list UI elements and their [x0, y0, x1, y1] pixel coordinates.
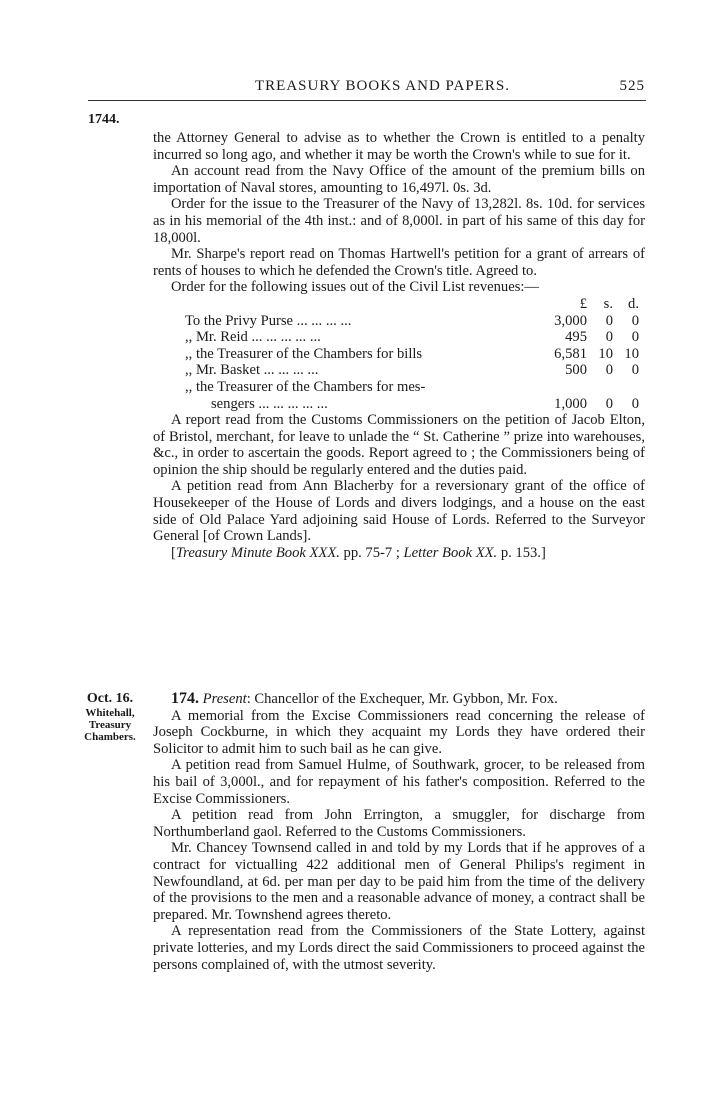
running-title: TREASURY BOOKS AND PAPERS.	[255, 78, 510, 94]
paragraph: A representation read from the Commissioners of the State Lottery, against private lotteries, and my Lords direct the said Commissioners to proceed against the persons complained of, with the utmost severity.	[153, 923, 645, 973]
table-row	[171, 329, 639, 346]
table-row	[171, 379, 639, 396]
margin-entry-note	[80, 691, 140, 743]
entry-place-line: Chambers.	[84, 731, 136, 743]
row-pence: 10	[624, 345, 639, 362]
paragraph: the Attorney General to advise as to whether the Crown is entitled to a penalty incurred so long ago, and whether it may be worth the Crown's while to sue for it.	[153, 130, 645, 163]
paragraph: A petition read from John Errington, a smuggler, for discharge from Northumberland gaol. Referred to the Customs Commissioners.	[153, 807, 645, 840]
row-pence: 0	[631, 395, 639, 412]
row-label: sengers ... ... ... ... ...	[211, 395, 328, 412]
entry-place-line: Treasury	[88, 719, 132, 731]
row-pence: 0	[631, 362, 639, 379]
page-number: 525	[619, 78, 645, 94]
source-bracket: [	[171, 544, 176, 561]
row-shillings	[587, 379, 613, 396]
entry-heading	[153, 691, 645, 708]
issues-table-header	[171, 296, 639, 313]
row-label: To the Privy Purse ... ... ... ...	[185, 312, 352, 329]
source-letter-book: Letter Book XX.	[403, 544, 498, 561]
margin-year: 1744.	[88, 112, 120, 127]
issues-table	[171, 296, 639, 412]
entry-number: 174.	[171, 690, 199, 707]
column-pence: d.	[628, 295, 639, 312]
row-pounds	[523, 379, 587, 396]
paragraph: Mr. Chancey Townsend called in and told by my Lords that if he approves of a contract for victualling 422 additional men of General Philips's regiment in Newfoundland, at 6d. per man per day to be paid him from the time of the delivery of the provisions to the men and a reasonable advance of money, a contract shall be prepared. Mr. Townshend agrees thereto.	[153, 840, 645, 923]
row-label: ,, the Treasurer of the Chambers for mes-	[185, 378, 426, 395]
paragraph: A report read from the Customs Commissioners on the petition of Jacob Elton, of Bristol, merchant, for leave to unlade the “ St. Catherine ” prize into warehouses, &c., in order to ascertain the goods. Report agreed to ; the Commissioners being of opinion the ship should be regularly entered and the duties paid.	[153, 412, 645, 478]
entry-place-line: Whitehall,	[85, 707, 135, 719]
row-label: ,, Mr. Basket ... ... ... ...	[185, 362, 319, 379]
row-pounds: 6,581	[554, 345, 587, 362]
paragraph: Order for the issue to the Treasurer of the Navy of 13,282l. 8s. 10d. for services as in his memorial of the 4th inst.: and of 8,000l. in part of his same of this day for 18,000l.	[153, 196, 645, 246]
table-row	[171, 313, 639, 330]
row-pounds: 3,000	[554, 312, 587, 329]
entry-174	[153, 691, 645, 973]
row-pence	[613, 379, 639, 396]
source-minute-book: Treasury Minute Book XXX.	[175, 544, 340, 561]
paragraph: A memorial from the Excise Commissioners read concerning the release of Joseph Cockburne, in which they acquaint my Lords they have ordered their Solicitor to admit him to such bail as he can give.	[153, 707, 645, 757]
row-label: ,, the Treasurer of the Chambers for bills	[185, 345, 423, 362]
source-page: p. 153.]	[497, 544, 546, 561]
header-rule	[88, 100, 646, 101]
present-label: Present	[202, 691, 247, 707]
table-row	[171, 346, 639, 363]
row-pounds: 500	[565, 362, 587, 379]
row-label: ,, Mr. Reid ... ... ... ... ...	[185, 329, 321, 346]
row-shillings: 0	[605, 329, 613, 346]
table-row	[171, 396, 639, 413]
present-text: : Chancellor of the Exchequer, Mr. Gybbon, Mr. Fox.	[246, 691, 558, 707]
row-pence: 0	[631, 329, 639, 346]
column-pounds: £	[579, 295, 587, 312]
paragraph: An account read from the Navy Office of the amount of the premium bills on importation of Naval stores, amounting to 16,497l. 0s. 3d.	[153, 163, 645, 196]
row-shillings: 0	[605, 312, 613, 329]
row-shillings: 10	[598, 345, 613, 362]
table-row	[171, 362, 639, 379]
row-shillings: 0	[605, 362, 613, 379]
paragraph: Order for the following issues out of the Civil List revenues:—	[171, 279, 540, 296]
source-citation	[153, 545, 645, 562]
paragraph: Mr. Sharpe's report read on Thomas Hartwell's petition for a grant of arrears of rents of houses to which he defended the Crown's title. Agreed to.	[153, 246, 645, 279]
text-block-continued	[153, 130, 645, 561]
row-pounds: 495	[565, 329, 587, 346]
entry-date: Oct. 16.	[86, 691, 134, 706]
row-shillings: 0	[605, 395, 613, 412]
source-pages: pp. 75-7 ;	[339, 544, 404, 561]
column-shillings: s.	[603, 295, 613, 312]
row-pence: 0	[631, 312, 639, 329]
row-pounds: 1,000	[554, 395, 587, 412]
paragraph: A petition read from Ann Blacherby for a reversionary grant of the office of Housekeeper of the House of Lords and divers lodgings, and a house on the east side of Old Palace Yard adjoining said House of Lords. Referred to the Surveyor General [of Crown Lands].	[153, 478, 645, 545]
paragraph: A petition read from Samuel Hulme, of Southwark, grocer, to be released from his bail of 3,000l., and for repayment of his father's composition. Referred to the Excise Commissioners.	[153, 757, 645, 807]
